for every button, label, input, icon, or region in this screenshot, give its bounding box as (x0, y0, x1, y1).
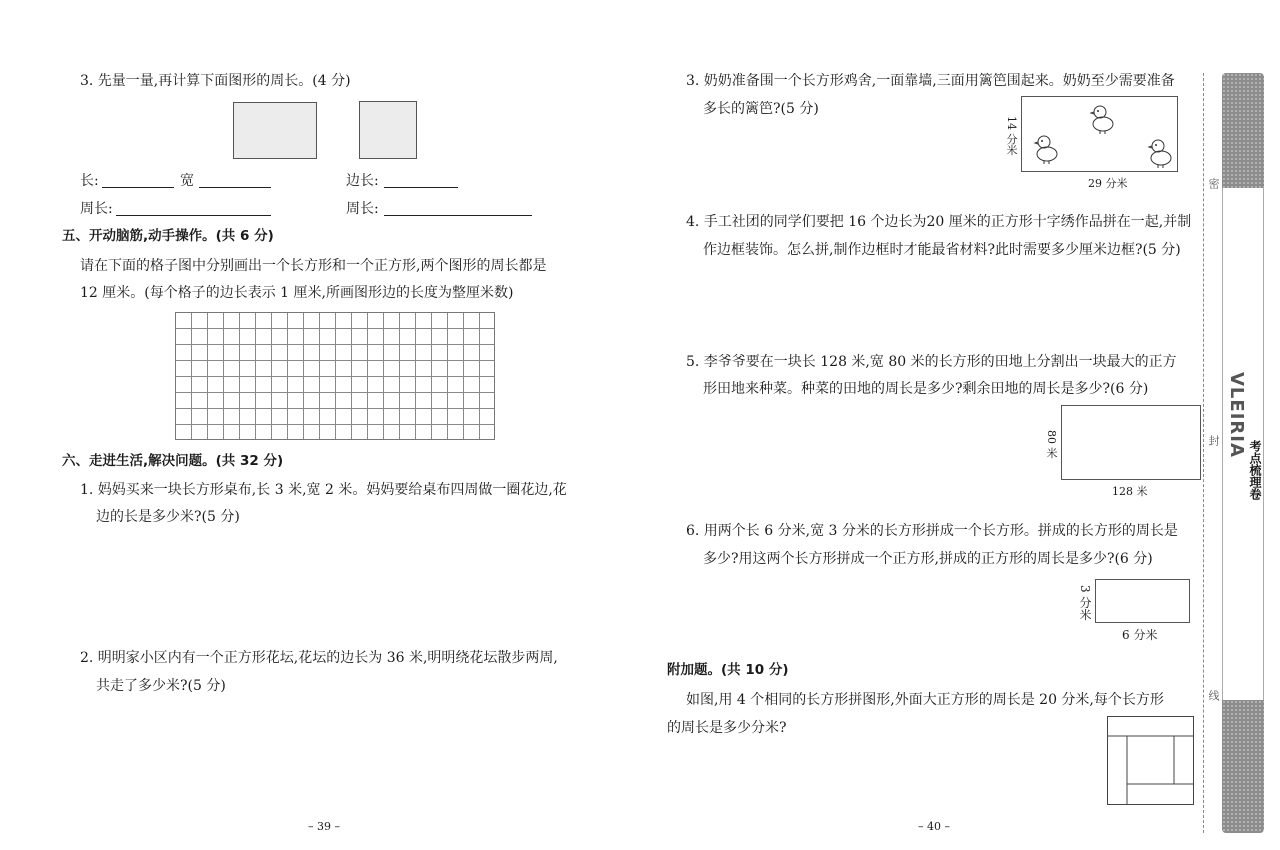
coop-figure (1021, 96, 1178, 172)
sidebar-title: 考点梳理卷 (1248, 440, 1262, 500)
left-q1-line1: 1. 妈妈买来一块长方形桌布,长 3 米,宽 2 米。妈妈要给桌布四周做一圈花边,花 (80, 482, 567, 498)
drawing-grid[interactable] (175, 312, 495, 440)
left-q2-line1: 2. 明明家小区内有一个正方形花坛,花坛的边长为 36 米,明明绕花坛散步两周, (80, 650, 558, 666)
bonus-heading: 附加题。(共 10 分) (667, 662, 789, 678)
length-answer-line[interactable] (102, 187, 174, 188)
measure-square (359, 101, 417, 159)
section5-heading: 五、开动脑筋,动手操作。(共 6 分) (62, 228, 274, 244)
length-label: 长: (80, 173, 99, 189)
bonus-line1: 如图,用 4 个相同的长方形拼图形,外面大正方形的周长是 20 分米,每个长方形 (686, 692, 1164, 708)
right-q4-line1: 4. 手工社团的同学们要把 16 个边长为20 厘米的正方形十字绣作品拼在一起,并制 (686, 214, 1192, 230)
bonus-line2: 的周长是多少分米? (667, 720, 787, 736)
binding-mark-top: 密 (1207, 178, 1220, 189)
sidebar-logo: VLEIRIA (1226, 372, 1247, 458)
rectangle-figure (1095, 579, 1190, 623)
rectangle-width-label: 6 分米 (1122, 628, 1158, 642)
coop-height-label: 14 分米 (1005, 116, 1018, 156)
sidebar-top-band (1222, 73, 1264, 188)
right-q6-line1: 6. 用两个长 6 分米,宽 3 分米的长方形拼成一个长方形。拼成的长方形的周长是 (686, 523, 1178, 539)
perimeter-answer-line-b[interactable] (384, 215, 532, 216)
chick-icon (1032, 131, 1062, 165)
field-figure (1061, 405, 1201, 480)
sidebar-bottom-band (1222, 700, 1264, 833)
measure-rectangle (233, 102, 317, 159)
left-q3-prompt: 3. 先量一量,再计算下面图形的周长。(4 分) (80, 73, 351, 89)
right-q3-line2: 多长的篱笆?(5 分) (703, 101, 819, 117)
chick-icon (1146, 135, 1176, 169)
field-width-label: 128 米 (1112, 485, 1148, 498)
page-number-right: – 40 – (918, 820, 950, 833)
right-q6-line2: 多少?用这两个长方形拼成一个正方形,拼成的正方形的周长是多少?(6 分) (703, 551, 1153, 567)
bonus-square-figure (1107, 716, 1195, 806)
right-q5-line1: 5. 李爷爷要在一块长 128 米,宽 80 米的长方形的田地上分割出一块最大的正方 (686, 354, 1177, 370)
binding-mark-bot: 线 (1207, 690, 1220, 701)
left-q1-line2: 边的长是多少米?(5 分) (96, 509, 240, 525)
side-label: 边长: (346, 173, 379, 189)
section6-heading: 六、走进生活,解决问题。(共 32 分) (62, 453, 284, 469)
section5-line1: 请在下面的格子图中分别画出一个长方形和一个正方形,两个图形的周长都是 (80, 258, 547, 274)
section5-line2: 12 厘米。(每个格子的边长表示 1 厘米,所画图形边的长度为整厘米数) (80, 285, 514, 301)
side-answer-line[interactable] (384, 187, 458, 188)
field-height-label: 80 米 (1045, 430, 1058, 459)
width-label: 宽 (180, 173, 194, 189)
page-number-left: – 39 – (308, 820, 340, 833)
perimeter-label-b: 周长: (346, 201, 379, 217)
width-answer-line[interactable] (199, 187, 271, 188)
perimeter-label-a: 周长: (80, 201, 113, 217)
binding-mark-mid: 封 (1207, 435, 1220, 446)
rectangle-height-label: 3 分米 (1078, 585, 1092, 621)
left-q2-line2: 共走了多少米?(5 分) (96, 678, 226, 694)
chick-icon (1088, 101, 1118, 135)
perimeter-answer-line-a[interactable] (116, 215, 271, 216)
coop-width-label: 29 分米 (1088, 177, 1128, 190)
binding-cut-line (1203, 73, 1204, 833)
right-q3-line1: 3. 奶奶准备围一个长方形鸡舍,一面靠墙,三面用篱笆围起来。奶奶至少需要准备 (686, 73, 1175, 89)
right-q5-line2: 形田地来种菜。种菜的田地的周长是多少?剩余田地的周长是多少?(6 分) (703, 381, 1149, 397)
right-q4-line2: 作边框装饰。怎么拼,制作边框时才能最省材料?此时需要多少厘米边框?(5 分) (703, 242, 1181, 258)
